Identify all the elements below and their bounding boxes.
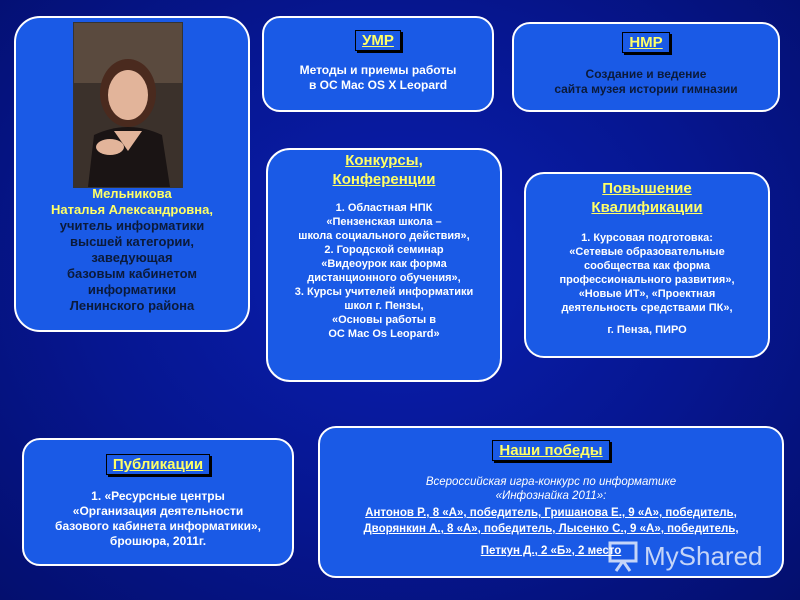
nmr-title: НМР [622, 32, 669, 53]
publikacii-line: «Организация деятельности [72, 504, 244, 518]
profile-desc-line: высшей категории, [69, 234, 195, 249]
konkursy-line: 3. Курсы учителей информатики [294, 286, 474, 298]
publikacii-line: базового кабинета информатики», [55, 519, 261, 533]
kvalif-line: 1. Курсовая подготовка: [581, 232, 713, 244]
kvalif-card [524, 172, 770, 358]
profile-photo [73, 22, 183, 188]
kvalif-line: профессионального развития», [559, 274, 735, 286]
presentation-board-icon [606, 539, 640, 573]
kvalif-line: сообщества как форма [584, 260, 710, 272]
publikacii-card [22, 438, 294, 566]
kvalif-title-line1: Повышение [602, 180, 692, 197]
konkursy-title-line2: Конференции [332, 171, 436, 188]
publikacii-line: брошюра, 2011г. [109, 534, 207, 548]
pobedy-title: Наши победы [492, 440, 609, 461]
konkursy-line: ОС Mac Os Leopard» [328, 328, 440, 340]
profile-name-line2: Наталья Александровна, [51, 202, 213, 217]
pobedy-intro-line1: Всероссийская игра-конкурс по информатике [425, 476, 677, 488]
konkursy-line: «Основы работы в [331, 314, 437, 326]
watermark-text: MyShared [644, 540, 763, 571]
konkursy-line: «Видеоурок как форма [321, 258, 447, 270]
kvalif-line: г. Пенза, ПИРО [607, 324, 687, 336]
nmr-line: Создание и ведение [585, 67, 707, 81]
profile-desc-line: информатики [87, 282, 177, 297]
kvalif-line: деятельность средствами ПК», [561, 302, 733, 314]
umr-title: УМР [355, 30, 401, 51]
profile-card [14, 16, 250, 332]
konkursy-title-line1: Конкурсы, [345, 152, 423, 169]
kvalif-line: «Новые ИТ», «Проектная [578, 288, 716, 300]
konkursy-card [266, 148, 502, 382]
profile-desc-line: учитель информатики [59, 218, 205, 233]
kvalif-title-line2: Квалификации [591, 199, 703, 216]
winner-line[interactable]: Антонов Р., 8 «А», победитель, Гришанова Е., 9 «А», победитель, [365, 507, 737, 519]
konkursy-line: «Пензенская школа – [326, 216, 442, 228]
kvalif-line: «Сетевые образовательные [569, 246, 725, 258]
winner-line[interactable]: Дворянкин А., 8 «А», победитель, Лысенко С., 9 «А», победитель, [363, 523, 739, 535]
konkursy-line: школ г. Пензы, [344, 300, 424, 312]
profile-name-line1: Мельникова [92, 186, 172, 201]
profile-desc-line: Ленинского района [69, 298, 195, 313]
profile-desc-line: заведующая [91, 250, 173, 265]
person-photo-icon [74, 23, 182, 187]
konkursy-line: 1. Областная НПК [335, 202, 433, 214]
konkursy-line: дистанционного обучения», [307, 272, 461, 284]
publikacii-title: Публикации [106, 454, 210, 475]
umr-line: Методы и приемы работы [299, 63, 457, 77]
watermark [606, 536, 763, 576]
winner-line[interactable]: Петкун Д., 2 «Б», 2 место [480, 545, 622, 557]
konkursy-line: 2. Городской семинар [324, 244, 444, 256]
umr-card [262, 16, 494, 112]
umr-line: в ОС Mac OS X Leopard [308, 78, 448, 92]
pobedy-intro-line2: «Инфознайка 2011»: [495, 490, 607, 502]
profile-desc-line: базовым кабинетом [66, 266, 198, 281]
konkursy-line: школа социального действия», [298, 230, 470, 242]
nmr-card [512, 22, 780, 112]
publikacii-line: 1. «Ресурсные центры [91, 489, 225, 503]
nmr-line: сайта музея истории гимназии [554, 82, 738, 96]
